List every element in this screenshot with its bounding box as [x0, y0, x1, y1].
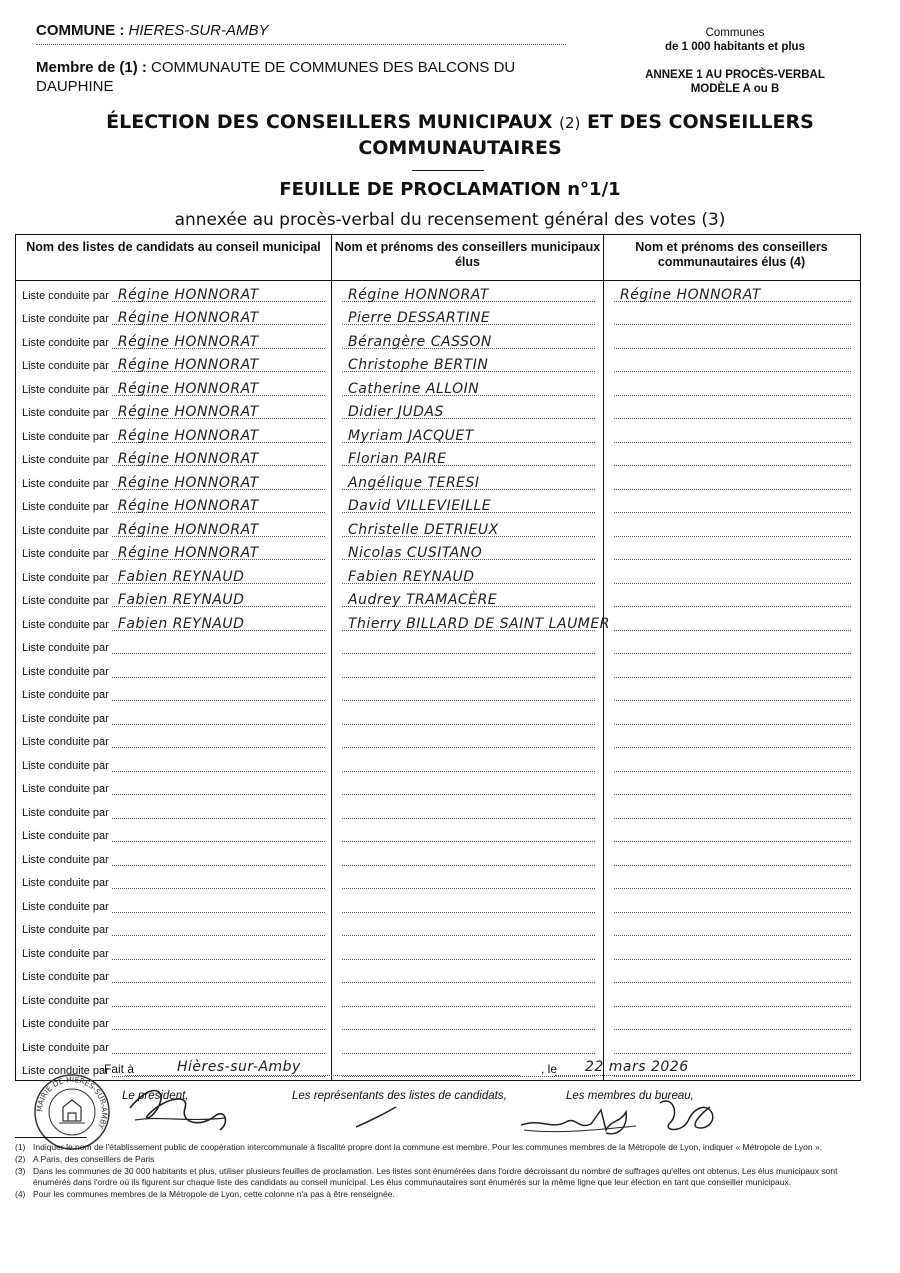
liste-name: Fabien REYNAUD — [117, 568, 245, 585]
municipal-cell — [332, 281, 604, 305]
municipal-name: Angélique TERESI — [348, 474, 480, 491]
communautaire-cell — [604, 328, 859, 352]
title-divider — [412, 170, 484, 171]
municipal-cell — [332, 375, 604, 399]
liste-name: Régine HONNORAT — [117, 357, 259, 373]
membre-label: Membre de — [36, 59, 116, 76]
footnote-divider — [15, 1137, 87, 1138]
table-body — [16, 281, 860, 1080]
row-label: Liste conduite par — [22, 383, 109, 396]
table-row — [16, 281, 860, 305]
fait-place-value: Hières-sur-Amby — [177, 1059, 301, 1075]
table-header — [16, 235, 860, 281]
municipal-name: Nicolas CUSITANO — [348, 545, 483, 561]
liste-cell — [16, 1033, 332, 1057]
table-row — [16, 963, 860, 987]
municipal-cell — [332, 963, 604, 987]
liste-cell — [16, 493, 332, 517]
liste-cell — [16, 634, 332, 658]
liste-cell — [16, 469, 332, 493]
row-label: Liste conduite par — [22, 289, 109, 302]
annexee-subtitle: annexée au procès-verbal du recensement général des votes (3) — [174, 210, 726, 230]
table-row — [16, 634, 860, 658]
row-label: Liste conduite par — [22, 689, 109, 701]
footnote-1: (1) Indiquer le nom de l'établissement public de coopération intercommunale à fiscalité propre dont la commune est membre. Pour les communes membres de la Métropole de Lyon, indiquer « Métropole de Lyon ». — [15, 1142, 823, 1152]
communautaire-cell — [604, 399, 859, 423]
communautaire-cell — [604, 963, 859, 987]
communautaire-cell — [604, 892, 859, 916]
top-right-line-1: Communes — [705, 27, 765, 39]
title-line1-ref: (2) — [559, 114, 581, 132]
liste-cell — [16, 516, 332, 540]
row-label: Liste conduite par — [22, 1041, 109, 1054]
table-row — [16, 328, 860, 352]
liste-cell — [16, 422, 332, 446]
row-label: Liste conduite par — [22, 360, 109, 372]
liste-cell — [16, 446, 332, 470]
commune-label: COMMUNE : — [36, 22, 125, 39]
liste-name: Fabien REYNAUD — [117, 592, 245, 608]
table-row — [16, 610, 860, 634]
municipal-cell — [332, 657, 604, 681]
header-communautaires: Nom et prénoms des conseillers communautaires élus (4) — [635, 240, 828, 269]
liste-name: Régine HONNORAT — [117, 310, 259, 326]
municipal-cell — [332, 1010, 604, 1034]
communautaire-cell — [604, 798, 859, 822]
table-row — [16, 305, 860, 329]
liste-cell — [16, 399, 332, 423]
liste-name: Régine HONNORAT — [117, 451, 259, 467]
row-label: Liste conduite par — [22, 712, 109, 725]
row-label: Liste conduite par — [22, 407, 109, 419]
footnotes — [15, 1142, 861, 1201]
communautaire-cell — [604, 563, 859, 587]
liste-cell — [16, 1010, 332, 1034]
liste-cell — [16, 681, 332, 705]
liste-name: Régine HONNORAT — [117, 545, 259, 561]
liste-name: Régine HONNORAT — [117, 427, 259, 444]
table-row — [16, 916, 860, 940]
municipal-name: Christophe BERTIN — [348, 357, 489, 373]
municipal-cell — [332, 610, 610, 634]
liste-cell — [16, 563, 332, 587]
liste-cell — [16, 939, 332, 963]
municipal-cell — [332, 728, 604, 752]
table-row — [16, 869, 860, 893]
row-label: Liste conduite par — [22, 336, 109, 349]
row-label: Liste conduite par — [22, 571, 109, 584]
communautaire-cell — [604, 469, 859, 493]
municipal-name: Myriam JACQUET — [348, 427, 474, 444]
municipal-name: Thierry BILLARD DE SAINT LAUMER — [348, 615, 610, 632]
municipal-cell — [332, 939, 604, 963]
municipal-name: David VILLEVIEILLE — [348, 498, 492, 514]
municipal-name: Pierre DESSARTINE — [348, 310, 491, 326]
bureau-signature-1 — [516, 1100, 646, 1140]
fait-date-value: 22 mars 2026 — [585, 1059, 689, 1075]
mairie-seal-stamp — [33, 1073, 111, 1151]
row-label: Liste conduite par — [22, 595, 109, 607]
row-label: Liste conduite par — [22, 454, 109, 466]
main-title — [60, 110, 860, 161]
row-label: Liste conduite par — [22, 1018, 109, 1030]
municipal-name: Audrey TRAMACÈRE — [348, 592, 498, 608]
municipal-name: Fabien REYNAUD — [348, 568, 475, 585]
municipal-cell — [332, 563, 604, 587]
table-row — [16, 681, 860, 705]
municipal-cell — [332, 916, 604, 940]
liste-cell — [16, 822, 332, 846]
communautaire-cell — [604, 610, 859, 634]
row-label: Liste conduite par — [22, 971, 109, 983]
row-label: Liste conduite par — [22, 477, 109, 490]
table-row — [16, 493, 860, 517]
bureau-label: Les membres du bureau, — [566, 1090, 694, 1102]
liste-cell — [16, 963, 332, 987]
liste-name: Régine HONNORAT — [117, 498, 259, 514]
table-row — [16, 1010, 860, 1034]
communautaire-cell — [604, 986, 859, 1010]
footnote-3: (3) Dans les communes de 30 000 habitants et plus, utiliser plusieurs feuilles de proclamation. Les listes sont énumérées dans l'ordre décroissant du nombre de suffrages qu'elles ont obtenus. Les élus municipaux sont énumérés dans l'ordre où ils figurent sur chaque liste des candidats au conseil municipal. Les élus communautaires sont énumérés sur la même ligne que leur élection en tant que conseiller municipaux. — [15, 1166, 838, 1187]
municipal-cell — [332, 422, 604, 446]
row-label: Liste conduite par — [22, 877, 109, 889]
fait-place-field — [125, 1060, 520, 1076]
municipal-cell — [332, 516, 604, 540]
communautaire-cell — [604, 352, 859, 376]
table-row — [16, 399, 860, 423]
row-label: Liste conduite par — [22, 736, 109, 748]
row-label: Liste conduite par — [22, 1065, 109, 1077]
liste-cell — [16, 305, 332, 329]
liste-name: Régine HONNORAT — [117, 521, 259, 538]
liste-name: Régine HONNORAT — [117, 286, 259, 303]
municipal-cell — [332, 986, 604, 1010]
communautaire-cell — [604, 375, 859, 399]
table-row — [16, 775, 860, 799]
row-label: Liste conduite par — [22, 830, 109, 842]
municipal-cell — [332, 446, 604, 470]
row-label: Liste conduite par — [22, 524, 109, 537]
membre-value: COMMUNAUTE DE COMMUNES DES BALCONS DU DAUPHINE — [36, 59, 516, 95]
communautaire-cell — [604, 446, 859, 470]
municipal-cell — [332, 540, 604, 564]
municipal-name: Florian PAIRE — [348, 451, 447, 467]
communautaire-cell — [604, 704, 859, 728]
liste-cell — [16, 610, 332, 634]
liste-name: Régine HONNORAT — [117, 404, 259, 420]
row-label: Liste conduite par — [22, 548, 109, 560]
communautaire-cell — [604, 657, 859, 681]
municipal-cell — [332, 869, 604, 893]
membre-line — [36, 58, 566, 96]
municipal-cell — [332, 493, 604, 517]
liste-cell — [16, 916, 332, 940]
footnote-4: (4) Pour les communes membres de la Métropole de Lyon, cette colonne n'a pas à être renseignée. — [15, 1189, 395, 1199]
representants-label: Les représentants des listes de candidats, — [292, 1090, 507, 1102]
header-municipaux: Nom et prénoms des conseillers municipaux élus — [332, 235, 604, 280]
table-row — [16, 446, 860, 470]
table-row — [16, 587, 860, 611]
liste-cell — [16, 281, 332, 305]
communautaire-cell — [604, 587, 859, 611]
municipal-cell — [332, 798, 604, 822]
proclamation-table — [15, 234, 861, 1081]
liste-cell — [16, 728, 332, 752]
header-listes: Nom des listes de candidats au conseil municipal — [16, 235, 332, 280]
table-row — [16, 657, 860, 681]
municipal-cell — [332, 822, 604, 846]
liste-cell — [16, 704, 332, 728]
table-row — [16, 422, 860, 446]
communautaire-cell — [604, 681, 859, 705]
svg-text:MAIRIE DE HIERES-SUR-AMBY — [35, 1075, 109, 1131]
municipal-name: Catherine ALLOIN — [348, 380, 480, 397]
table-row — [16, 469, 860, 493]
communautaire-cell — [604, 845, 859, 869]
representant-signature — [352, 1103, 402, 1133]
table-row — [16, 798, 860, 822]
communautaire-cell — [604, 281, 859, 305]
row-label: Liste conduite par — [22, 618, 109, 631]
municipal-cell — [332, 328, 604, 352]
commune-line — [36, 22, 566, 45]
table-row — [16, 728, 860, 752]
liste-cell — [16, 540, 332, 564]
table-row — [16, 516, 860, 540]
table-row — [16, 375, 860, 399]
liste-name: Fabien REYNAUD — [117, 615, 245, 632]
municipal-cell — [332, 399, 604, 423]
communautaire-cell — [604, 775, 859, 799]
row-label: Liste conduite par — [22, 806, 109, 819]
liste-cell — [16, 869, 332, 893]
communautaire-cell — [604, 422, 859, 446]
table-row — [16, 939, 860, 963]
footnote-2: (2) A Paris, des conseillers de Paris — [15, 1154, 155, 1164]
top-right-block — [600, 26, 870, 96]
communautaire-cell — [604, 516, 859, 540]
liste-name: Régine HONNORAT — [117, 380, 259, 397]
liste-name: Régine HONNORAT — [117, 333, 259, 350]
table-row — [16, 986, 860, 1010]
row-label: Liste conduite par — [22, 994, 109, 1007]
liste-cell — [16, 845, 332, 869]
row-label: Liste conduite par — [22, 900, 109, 913]
table-row — [16, 1033, 860, 1057]
fait-label: Fait à — [104, 1062, 135, 1076]
liste-name: Régine HONNORAT — [117, 474, 259, 491]
table-row — [16, 845, 860, 869]
liste-cell — [16, 986, 332, 1010]
municipal-name: Christelle DETRIEUX — [348, 521, 499, 538]
liste-cell — [16, 751, 332, 775]
municipal-name: Didier JUDAS — [348, 404, 444, 420]
communautaire-cell — [604, 634, 859, 658]
communautaire-cell — [604, 869, 859, 893]
table-row — [16, 704, 860, 728]
communautaire-cell — [604, 822, 859, 846]
row-label: Liste conduite par — [22, 665, 109, 678]
seal-text: MAIRIE DE HIERES-SUR-AMBY — [34, 1074, 110, 1131]
municipal-cell — [332, 469, 604, 493]
liste-cell — [16, 892, 332, 916]
municipal-cell — [332, 751, 604, 775]
title-line1-a: ÉLECTION DES CONSEILLERS MUNICIPAUX — [106, 111, 553, 133]
communautaire-cell — [604, 1033, 859, 1057]
annexe-line-1: ANNEXE 1 AU PROCÈS-VERBAL — [645, 69, 825, 81]
row-label: Liste conduite par — [22, 924, 109, 936]
fait-date-field — [555, 1060, 855, 1076]
municipal-cell — [332, 892, 604, 916]
municipal-cell — [332, 681, 604, 705]
annexe-line-2: MODÈLE A ou B — [690, 83, 780, 95]
municipal-cell — [332, 634, 604, 658]
table-row — [16, 352, 860, 376]
row-label: Liste conduite par — [22, 853, 109, 866]
title-line1-b: ET DES CONSEILLERS — [586, 111, 814, 133]
communautaire-cell — [604, 751, 859, 775]
table-row — [16, 892, 860, 916]
communautaire-cell — [604, 1010, 859, 1034]
bureau-signature-2 — [652, 1093, 722, 1137]
row-label: Liste conduite par — [22, 783, 109, 795]
communautaire-name: Régine HONNORAT — [620, 286, 761, 303]
communautaire-cell — [604, 939, 859, 963]
le-label: , le — [541, 1062, 558, 1076]
municipal-cell — [332, 305, 604, 329]
municipal-cell — [332, 845, 604, 869]
row-label: Liste conduite par — [22, 313, 109, 325]
liste-cell — [16, 775, 332, 799]
table-row — [16, 563, 860, 587]
liste-cell — [16, 352, 332, 376]
row-label: Liste conduite par — [22, 430, 109, 443]
communautaire-cell — [604, 540, 859, 564]
row-label: Liste conduite par — [22, 947, 109, 960]
municipal-cell — [332, 704, 604, 728]
president-signature — [120, 1078, 240, 1136]
commune-value: HIERES-SUR-AMBY — [128, 22, 269, 39]
row-label: Liste conduite par — [22, 642, 109, 654]
liste-cell — [16, 798, 332, 822]
top-right-line-2: de 1 000 habitants et plus — [665, 41, 805, 53]
table-row — [16, 822, 860, 846]
table-row — [16, 751, 860, 775]
liste-cell — [16, 587, 332, 611]
president-label: Le président, — [122, 1090, 189, 1102]
municipal-cell — [332, 587, 604, 611]
communautaire-cell — [604, 728, 859, 752]
municipal-cell — [332, 352, 604, 376]
table-row — [16, 540, 860, 564]
row-label: Liste conduite par — [22, 501, 109, 513]
membre-ref: (1) : — [119, 59, 147, 76]
liste-cell — [16, 328, 332, 352]
communautaire-cell — [604, 916, 859, 940]
feuille-title: FEUILLE DE PROCLAMATION n°1/1 — [279, 179, 621, 200]
communautaire-cell — [604, 305, 859, 329]
title-line2: COMMUNAUTAIRES — [358, 137, 562, 159]
municipal-cell — [332, 1033, 604, 1057]
liste-cell — [16, 657, 332, 681]
municipal-name: Bérangère CASSON — [348, 333, 492, 350]
municipal-cell — [332, 775, 604, 799]
liste-cell — [16, 375, 332, 399]
municipal-name: Régine HONNORAT — [348, 286, 489, 303]
row-label: Liste conduite par — [22, 759, 109, 772]
communautaire-cell — [604, 493, 859, 517]
